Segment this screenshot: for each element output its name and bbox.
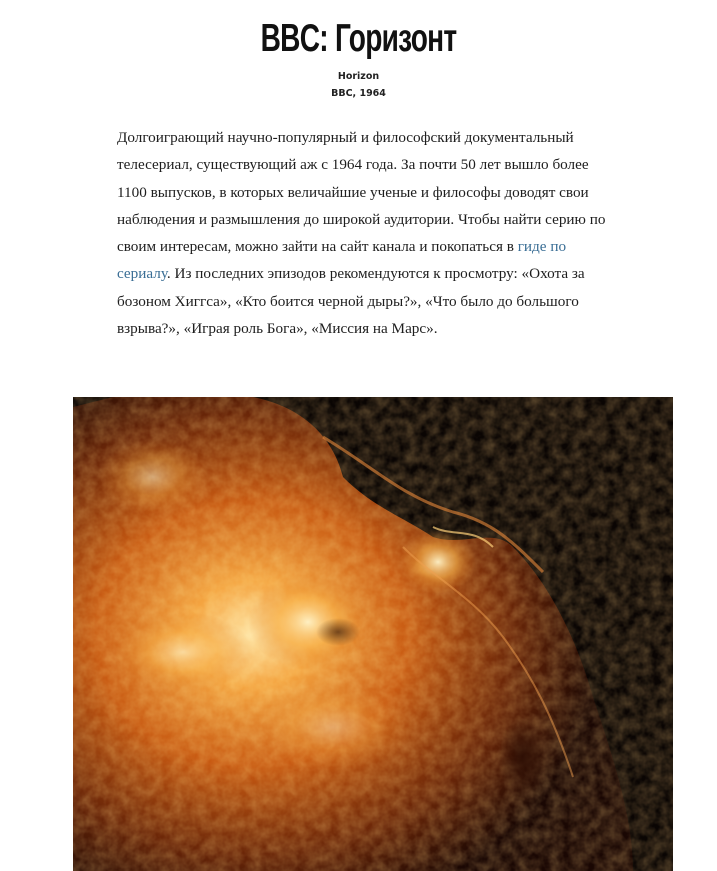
sun-surface-image bbox=[73, 397, 673, 871]
description-text-part1: Долгоиграющий научно-популярный и философский документальный телесериал, существующий аж с 1964 года. За почти 50 лет вышло более 1100 выпусков, в которых величайшие ученые и философы доводят свои наблюдения и размышления до широкой аудитории. Чтобы найти серию по своим интересам, можно зайти на сайт канала и покопаться в bbox=[117, 129, 606, 256]
description-text-part2: . Из последних эпизодов рекомендуются к просмотру: «Охота за бозоном Хиггса», «Кто боится черной дыры?», «Что было до большого взрыва?», «Играя роль Бога», «Миссия на Марс». bbox=[117, 265, 585, 338]
sun-surface-illustration bbox=[73, 397, 673, 871]
original-title: Horizon bbox=[337, 71, 380, 82]
channel-year: BBC, 1964 bbox=[331, 88, 386, 99]
article-description bbox=[117, 124, 617, 342]
series-guide-link[interactable]: гиде по сериалу bbox=[117, 238, 567, 283]
page-title: BBC: Горизонт bbox=[260, 17, 457, 60]
